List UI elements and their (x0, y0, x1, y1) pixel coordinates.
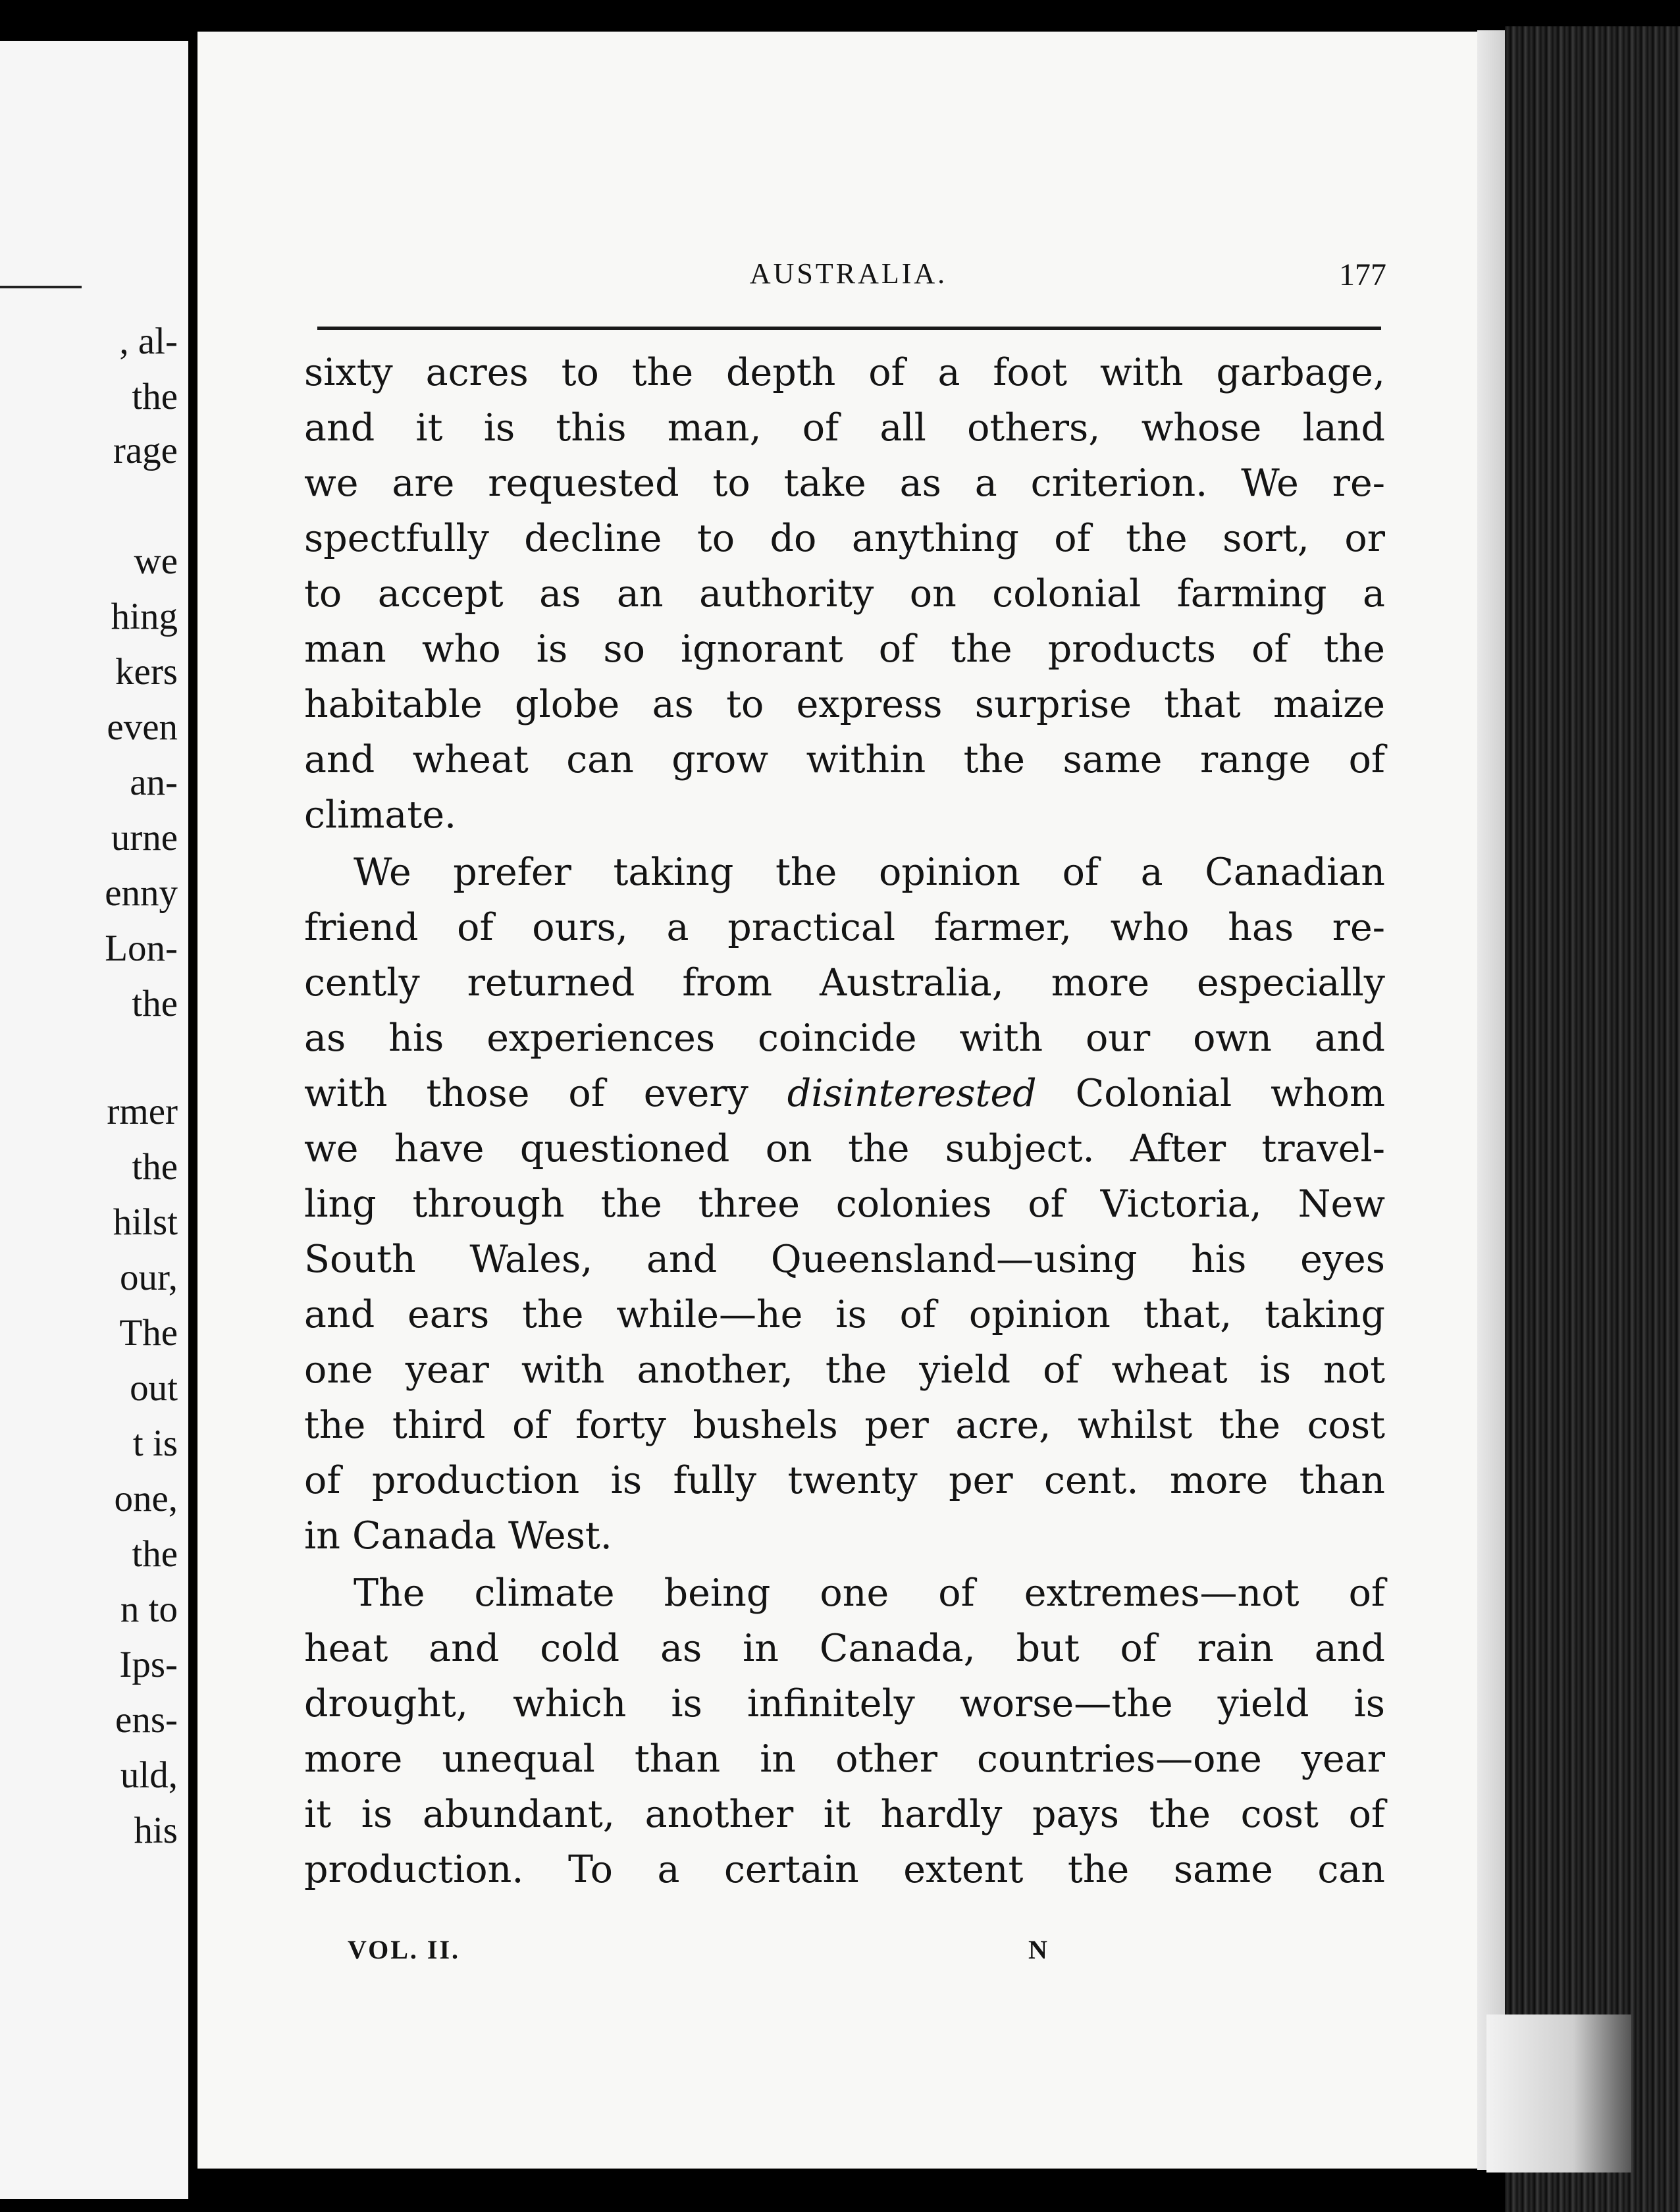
text-line: as his experiences coincide with our own and (304, 1016, 1385, 1060)
italic-word: disinterested (787, 1072, 1037, 1115)
text-line: heat and cold as in Canada, but of rain and (304, 1627, 1385, 1670)
left-page-text: the (132, 1146, 178, 1188)
text-line: the third of forty bushels per acre, whilst the cost (304, 1404, 1385, 1447)
text-line: and wheat can grow within the same range of (304, 738, 1385, 781)
left-page-fragment (0, 41, 188, 2199)
page-header (311, 257, 1386, 303)
left-page-text: uld, (120, 1754, 178, 1796)
text-line: sixty acres to the depth of a foot with garbage, (304, 351, 1385, 394)
text-line: to accept as an authority on colonial farming a (304, 572, 1385, 616)
text-line: friend of ours, a practical farmer, who has re- (304, 906, 1385, 949)
paragraph-first-line: The climate being one of extremes—not of (354, 1571, 1385, 1615)
text-line-with-italic (304, 1066, 1385, 1121)
text-line: spectfully decline to do anything of the sort, or (304, 517, 1385, 560)
left-page-text: The (119, 1312, 178, 1354)
left-page-text: kers (115, 651, 178, 693)
left-page-text: the (132, 983, 178, 1024)
volume-label: VOL. II. (348, 1935, 461, 1964)
body-text (304, 345, 1385, 1897)
text-line: production. To a certain extent the same can (304, 1848, 1385, 1891)
left-page-text: the (132, 1533, 178, 1575)
left-page-text: Ips- (119, 1644, 178, 1685)
left-page-text: ens- (115, 1699, 178, 1741)
left-page-text: out (130, 1367, 178, 1409)
text-line: ling through the three colonies of Victoria, New (304, 1182, 1385, 1226)
left-page-text: the (132, 376, 178, 417)
text-segment: Colonial whom (1036, 1072, 1386, 1115)
text-line: drought, which is infinitely worse—the yield is (304, 1682, 1385, 1725)
text-line: in Canada West. (304, 1514, 612, 1558)
page-edge (1477, 30, 1505, 2170)
text-line: of production is fully twenty per cent. more than (304, 1459, 1385, 1502)
left-page-text: t is (132, 1423, 178, 1464)
left-page-text: rage (113, 430, 178, 471)
text-line: man who is so ignorant of the products of the (304, 627, 1385, 671)
left-page-text: one, (114, 1478, 178, 1519)
page-number: 177 (1339, 257, 1386, 292)
running-head: AUSTRALIA. (749, 257, 948, 290)
left-page-text: Lon- (105, 928, 178, 969)
left-page-text: n to (120, 1589, 178, 1630)
text-segment: with those of every (304, 1072, 787, 1115)
text-line: and it is this man, of all others, whose land (304, 406, 1385, 450)
left-page-text: urne (111, 817, 178, 858)
signature-mark: N (1028, 1935, 1047, 1964)
header-rule (317, 327, 1381, 330)
text-line: it is abundant, another it hardly pays the cost of (304, 1793, 1385, 1836)
text-line: more unequal than in other countries—one year (304, 1737, 1385, 1781)
left-page-text: even (107, 706, 178, 748)
text-line: South Wales, and Queensland—using his eyes (304, 1238, 1385, 1281)
text-line: we have questioned on the subject. After travel- (304, 1127, 1385, 1171)
paragraph-first-line: We prefer taking the opinion of a Canadian (354, 851, 1385, 894)
left-page-text: hing (111, 596, 178, 637)
left-page-text: his (134, 1810, 178, 1851)
left-page-text: rmer (107, 1091, 178, 1132)
text-line: we are requested to take as a criterion. We re- (304, 461, 1385, 505)
left-page-text: we (134, 540, 178, 582)
left-page-text: enny (105, 872, 178, 914)
left-page-rule (0, 286, 82, 288)
page-corner (1486, 2014, 1631, 2172)
text-line: climate. (304, 793, 457, 837)
page-stack-edge (1505, 26, 1680, 2212)
text-line: habitable globe as to express surprise that maize (304, 683, 1385, 726)
left-page-text: our, (120, 1257, 178, 1298)
left-page-text: an- (130, 762, 178, 803)
book-page (197, 32, 1485, 2169)
text-line: and ears the while—he is of opinion that, taking (304, 1293, 1385, 1336)
text-line: one year with another, the yield of wheat is not (304, 1348, 1385, 1392)
left-page-text: hilst (113, 1201, 178, 1243)
text-line: cently returned from Australia, more especially (304, 961, 1385, 1005)
page-footer (197, 1934, 1485, 1974)
left-page-text: , al- (119, 321, 178, 362)
